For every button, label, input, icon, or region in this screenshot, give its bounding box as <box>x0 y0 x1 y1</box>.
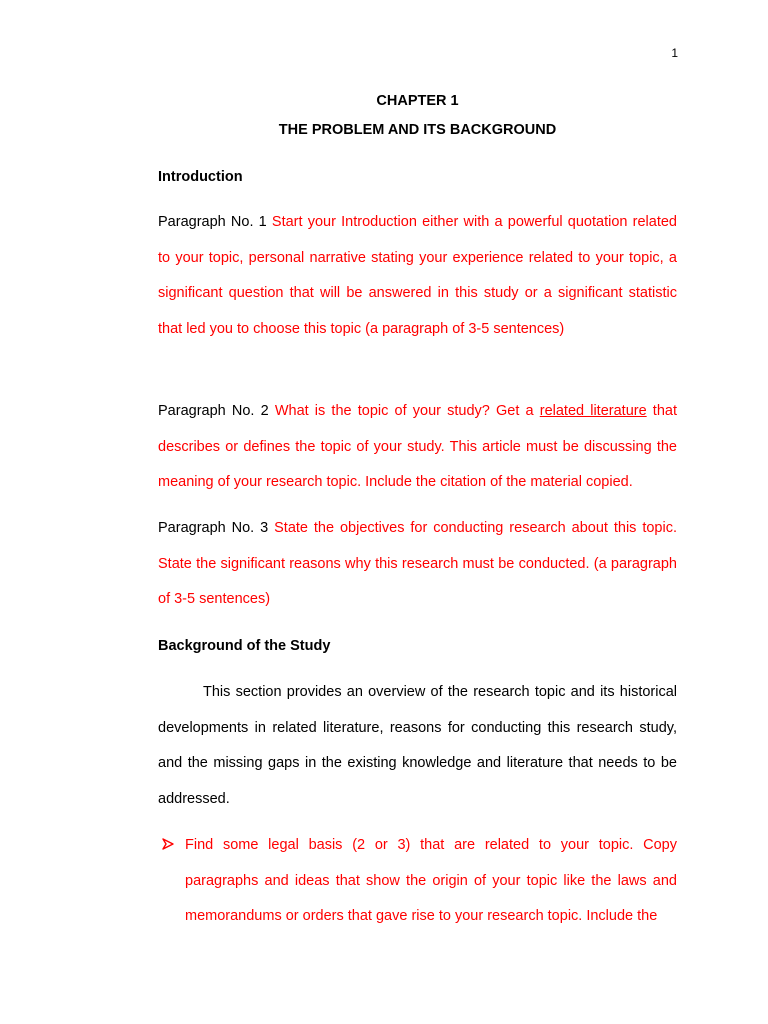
chapter-title: THE PROBLEM AND ITS BACKGROUND <box>278 122 557 138</box>
background-body: This section provides an overview of the research topic and its historical developments in related literature, reasons for conducting this research study, and the missing gaps in the existing knowledge and literature that needs to be addressed. <box>158 684 677 808</box>
page-number: 1 <box>671 46 678 60</box>
chapter-label: CHAPTER 1 <box>376 93 459 109</box>
paragraph-prefix: Paragraph No. 1 <box>158 214 272 230</box>
paragraph-instruction-part-a: What is the topic of your study? Get a <box>274 403 540 419</box>
introduction-heading: Introduction <box>158 169 243 185</box>
paragraph-prefix: Paragraph No. 3 <box>158 520 275 536</box>
bullet-item-text: Find some legal basis (2 or 3) that are related to your topic. Copy paragraphs and ideas that show the origin of your topic like the laws and memorandums or orders that gave rise to your research topic. Include the <box>185 837 677 925</box>
intro-paragraph-1 <box>158 205 677 348</box>
arrowhead-bullet-icon <box>161 837 175 851</box>
paragraph-prefix: Paragraph No. 2 <box>158 403 275 419</box>
paragraph-instruction: State the objectives for conducting research about this topic. State the significant reasons why this research must be conducted. (a paragraph of 3-5 sentences) <box>158 520 677 608</box>
paragraph-instruction: Start your Introduction either with a powerful quotation related to your topic, personal narrative stating your experience related to your topic, a significant question that will be answered in this study or a significant statistic that led you to choose this topic (a paragraph of 3-5 sentences) <box>158 214 677 338</box>
intro-paragraph-2 <box>158 394 677 501</box>
related-literature-link[interactable]: related literature <box>539 403 647 419</box>
background-heading: Background of the Study <box>158 638 331 654</box>
intro-paragraph-3 <box>158 511 677 618</box>
paragraph-instruction-part-b: that describes or defines the topic of your study. This article must be discussing the meaning of your research topic. Include the citation of the material copied. <box>158 403 677 491</box>
